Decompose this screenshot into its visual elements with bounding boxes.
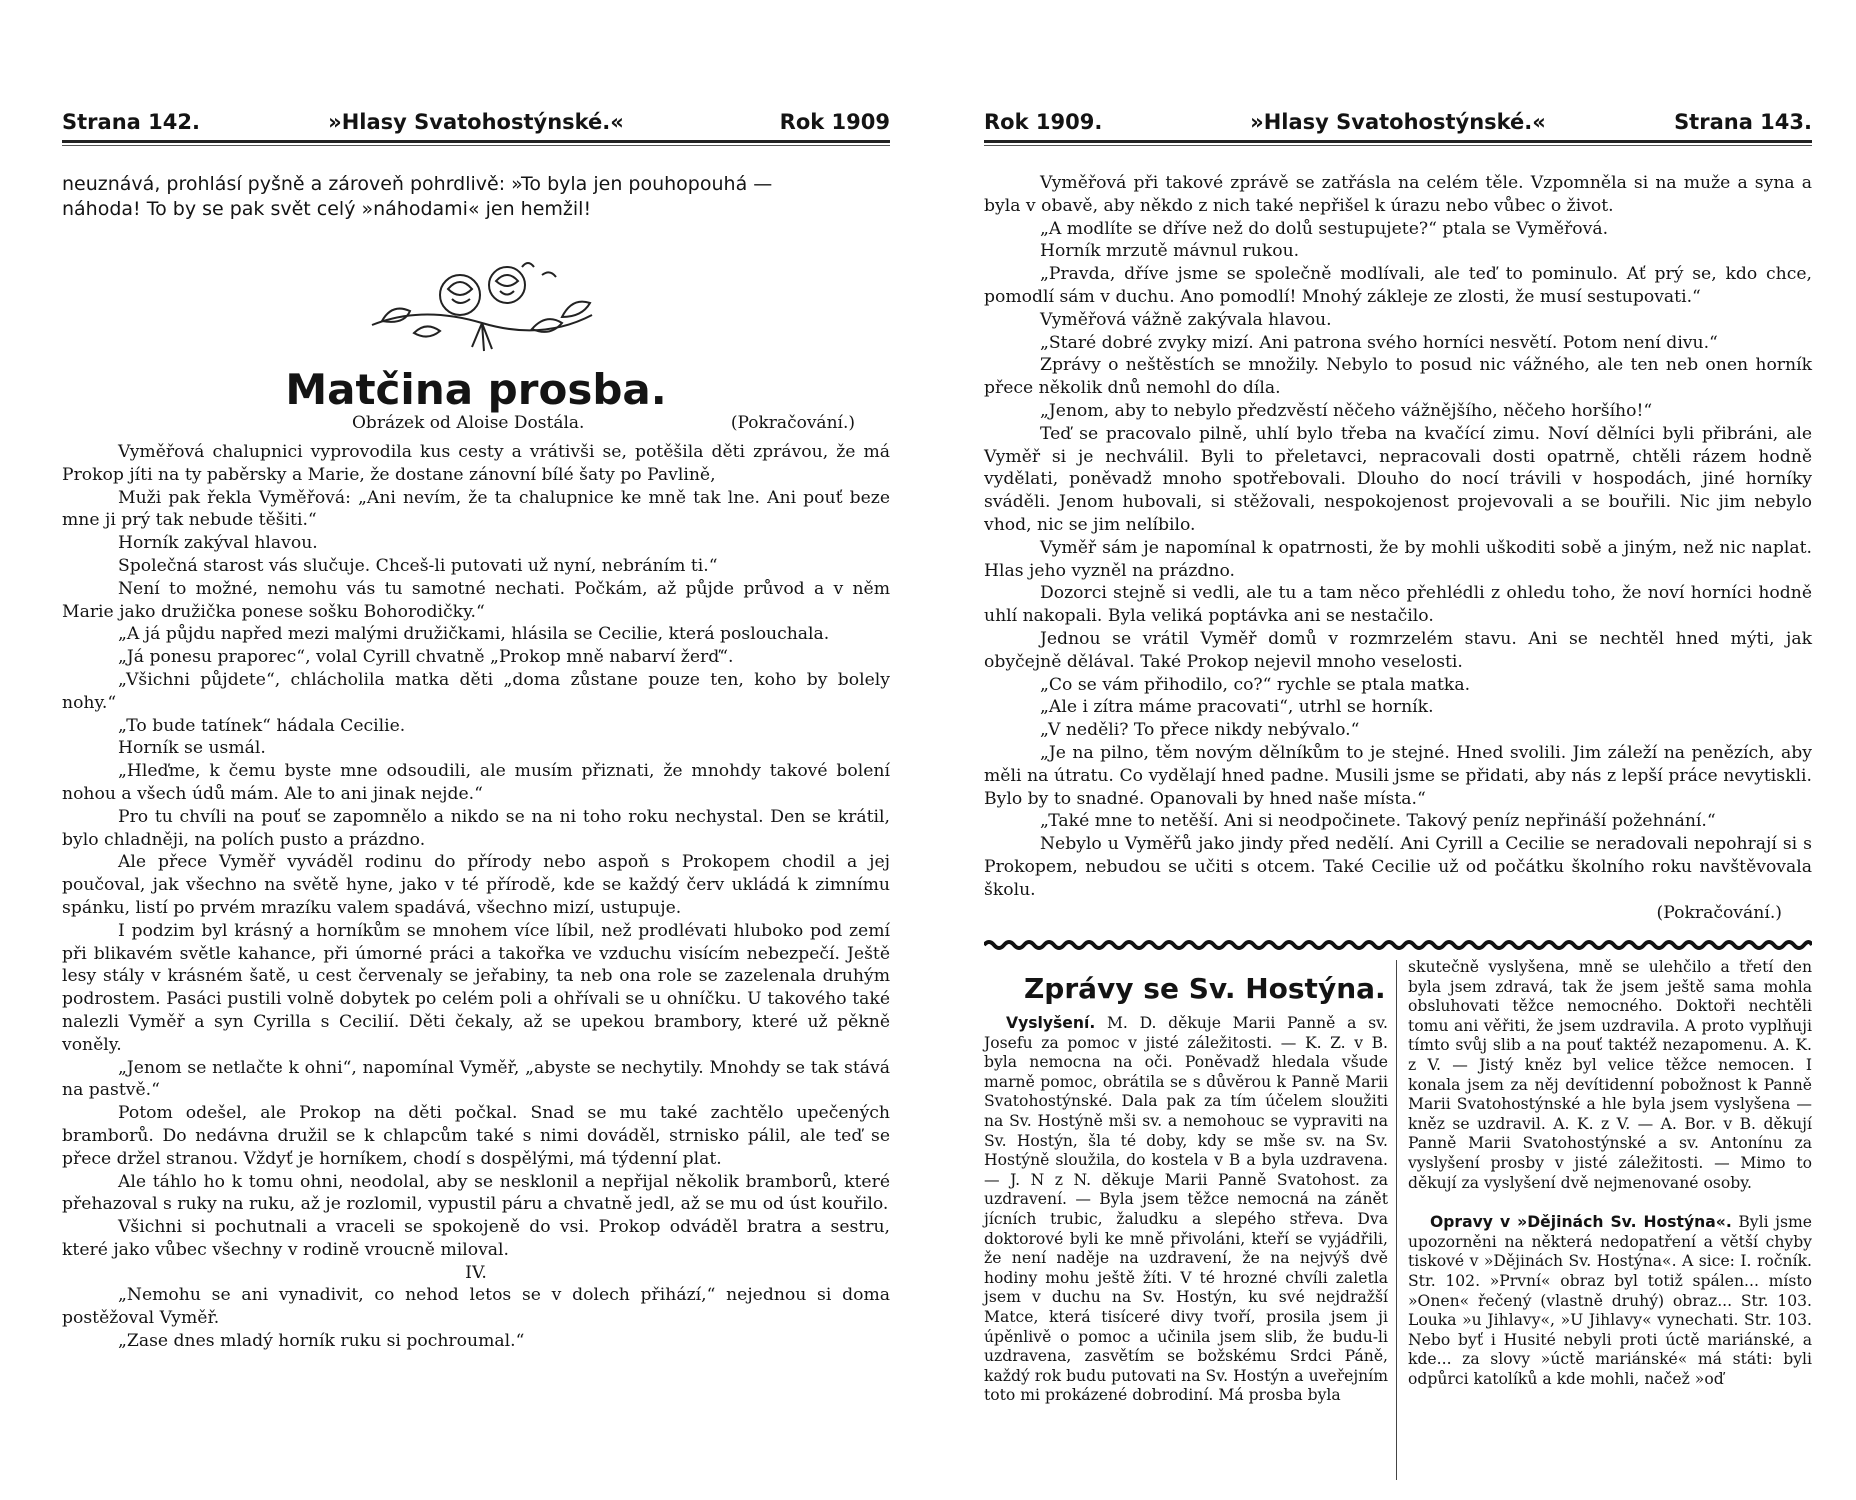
paragraph: „Je na pilno, těm novým dělníkům to je stejné. Hned svolili. Jim záleží na penězích, aby měli na útratu. Co vydělají hned padne. Musili jsme se přidati, aby nás z lepší práce nevytiskli. Bylo by to snadné. Opanovali by hned naše místa.“ — [984, 742, 1812, 809]
paragraph: „Já ponesu praporec“, volal Cyrill chvatně „Prokop mně nabarví žerď“. — [118, 647, 734, 668]
journal-title: »Hlasy Svatohostýnské.« — [328, 110, 624, 134]
paragraph: „Jenom, aby to nebylo předzvěstí něčeho vážnějšího, něčeho horšího!“ — [1040, 400, 1653, 421]
header-rule — [62, 140, 890, 143]
paragraph: Nebylo u Vyměřů jako jindy před nedělí. Ani Cyrill a Cecilie se neradovali nepohrají si s Prokopem, nebudou se učiti s otcem. Také Cecilie už od počátku školního roku navštěvovala školu. — [984, 834, 1812, 900]
journal-title: »Hlasy Svatohostýnské.« — [1250, 110, 1546, 134]
paragraph: Společná starost vás slučuje. Chceš-li putovati už nyní, nebráním ti.“ — [118, 555, 718, 576]
paragraph: Ale táhlo ho k tomu ohni, neodolal, aby se nesklonil a nepřijal několik bramborů, které přehazoval s ruky na ruku, až je rozlomil, vypustil páru a chvatně jedl, až se mu od úst kouřilo. — [62, 1171, 890, 1215]
news-lead: Vyslyšení. — [1006, 1014, 1096, 1032]
paragraph: Vyměřová chalupnici vyprovodila kus cesty a vrátivši se, potěšila děti zprávou, že má Prokop jíti na ty paběrsky a Marie, že dostane zánovní bílé šaty po Pavlině, — [62, 442, 890, 485]
paragraph: Vyměřová při takové zprávě se zatřásla na celém těle. Vzpomněla si na muže a syna a byla v obavě, aby někdo z nich také nepřišel k úrazu nebo vůbec o život. — [984, 173, 1812, 216]
paragraph: I podzim byl krásný a horníkům se mnohem více líbil, než prodlévati hluboko pod zemí při blikavém světle kahance, při úmorné práci a takořka ve vzduchu visícím nebezpečí. Ještě lesy stály v krásném šatě, u cest červenaly se jeřabiny, ta neb ona role se zazelenala druhým podrostem. Pasáci pustili volně dobytek po celém poli a ohřívali se u ohníčku. U takového také nalezli Vyměř a syn Cyrilla s Cecilií. Děti čekaly, až se upekou brambory, které už pěkně voněly. — [62, 920, 890, 1055]
paragraph: Vyměřová vážně zakývala hlavou. — [1040, 309, 1332, 330]
paragraph: „Hleďme, k čemu byste mne odsoudili, ale musím přiznati, že mnohdy takové bolení nohou a všech údů mám. Ale to ani jinak nejde.“ — [62, 761, 890, 804]
left-header — [62, 110, 890, 138]
header-rule-thin — [984, 145, 1812, 146]
news-item — [1408, 1213, 1812, 1389]
paragraph: Dozorci stejně si vedli, ale tu a tam něco přehlédli z ohledu toho, že noví horníci hodně uhlí nakopali. Byla veliká poptávka ani se nestačilo. — [984, 583, 1812, 627]
paragraph: Ale přece Vyměř vyváděl rodinu do přírody nebo aspoň s Prokopem chodil a jej poučoval, jak všechno na světě hyne, jako v té přírodě, kde se každý červ ukládá k zimnímu spánku, listí po prvém mrazíku valem spadává, všechno mizí, ustupuje. — [62, 852, 890, 918]
paragraph: Zprávy o neštěstích se množily. Nebylo to posud nic vážného, ale ten neb onen horník přece několik dnů nemohl do díla. — [984, 355, 1812, 399]
left-page — [62, 0, 890, 1500]
right-page — [984, 0, 1812, 1500]
news-text: M. D. děkuje Marii Panně a sv. Josefu za pomoc v jisté záležitosti. — K. Z. v B. byla nemocna na oči. Poněvadž hledala všude marně pomoc, obrátila se s důvěrou k Panně Marii Svatohostýnské. Dala pak za tím účelem sloužiti na Sv. Hostýně mši sv. a nemohouc se vypraviti na Sv. Hostýn, šla té doby, kdy se mše sv. na Sv. Hostýně sloužila, do kostela v B a byla uzdravena. — J. N z N. děkuje Marii Panně Svatohost. za uzdravení. — Byla jsem těžce nemocná na zánět jícních trubic, žaludku a slepého střeva. Dva doktorové byli ke mně přivoláni, kteří se vyjádřili, že není naděje na uzdravení, že na nejvýš dvě hodiny mohu ještě žíti. V té hrozné chvíli zaletla jsem v duchu na Sv. Hostýn, ku své nejdražší Matce, která tisíceré divy tvoří, prosila jsem ji úpěnlivě o pomoc a učinila jsem slib, že budu-li uzdravena, zasvětím se božskému Srdci Páně, každý rok budu putovati na Sv. Hostýn a uveřejním toto mi prokázené dobrodiní. Má prosba byla — [984, 1014, 1388, 1405]
news-column-1 — [984, 1014, 1388, 1406]
paragraph: Muži pak řekla Vyměřová: „Ani nevím, že ta chalupnice ke mně tak lne. Ani pouť beze mne ji prý tak nebude těšiti.“ — [62, 487, 890, 531]
story-text-continued — [984, 172, 1812, 924]
paragraph: „Jenom se netlačte k ohni“, napomínal Vyměř, „abyste se nechytily. Mnohdy se tak stává na pastvě.“ — [62, 1057, 890, 1101]
rose-ornament-icon — [362, 255, 602, 355]
continued-note: (Pokračování.) — [730, 413, 855, 433]
paragraph: Všichni si pochutnali a vraceli se spokojeně do vsi. Prokop odváděl bratra a sestru, které jako vůbec všechny v rodině vroucně miloval. — [62, 1217, 890, 1260]
news-text: Byli jsme upozorněni na některá nedopatření a větší chyby tiskové v »Dějinách Sv. Hostýna«. A sice: I. ročník. Str. 102. »První« obraz byl totiž spálen... místo »Onen« řečený (vlastně druhý) obraz... Str. 103. Louka »u Jihlavy«, »U Jihlavy« vynechati. Str. 103. Nebo byť i Husité nebyli proti úctě mariánské, a kde... za slovy »úctě mariánské« má státi: byli odpůrci katolíků a kde mohli, načež »oď — [1408, 1213, 1812, 1388]
paragraph: „Všichni půjdete“, chlácholila matka děti „doma zůstane pouze ten, koho by bolely nohy.“ — [62, 669, 890, 713]
news-column-2 — [1408, 958, 1812, 1389]
paragraph: „A modlíte se dříve než do dolů sestupujete?“ ptala se Vyměřová. — [1040, 218, 1609, 239]
page-number: Strana 143. — [1674, 110, 1812, 134]
page-number: Strana 142. — [62, 110, 200, 134]
paragraph: Horník zakýval hlavou. — [118, 533, 318, 554]
paragraph: „A já půjdu napřed mezi malými družičkami, hlásila se Cecilie, která poslouchala. — [118, 624, 830, 645]
paragraph: „V neděli? To přece nikdy nebývalo.“ — [1040, 720, 1360, 741]
article-subtitle-row — [62, 413, 890, 437]
paragraph: „Také mne to netěší. Ani si neodpočinete. Takový peníz nepřináší požehnání.“ — [1040, 811, 1716, 832]
paragraph: „Nemohu se ani vynadivit, co nehod letos se v dolech přihází,“ nejednou si doma postěžoval Vyměř. — [62, 1285, 890, 1329]
column-divider — [1396, 960, 1397, 1480]
news-text: skutečně vyslyšena, mně se ulehčilo a třetí den byla jsem zdravá, tak že jsem ještě sama mohla obsluhovati těžce nemocného. Doktoři nechtěli tomu ani věřiti, že jsem uzdravila. A proto vyplňuji tímto svůj slib a na pouť taktéž nezapomenu. A. K. z V. — Jistý kněz byl velice těžce nemocen. I konala jsem za něj devítidenní pobožnost k Panně Marii Svatohostýnské a hle byla jsem vyslyšena — kněz se uzdravil. A. K. z V. — A. Bor. v B. děkují Panně Marii Svatohostýnské a sv. Antonínu za vyslyšení prosby v jisté záležitosti. — Mimo to děkují za vyslyšení dvě nejmenované osoby. — [1408, 958, 1812, 1192]
paragraph: „Staré dobré zvyky mizí. Ani patrona svého horníci nesvětí. Potom není divu.“ — [1040, 332, 1718, 353]
header-rule-thin — [62, 145, 890, 146]
paragraph: „Ale i zítra máme pracovati“, utrhl se horník. — [1040, 697, 1434, 718]
paragraph: Pro tu chvíli na pouť se zapomnělo a nikdo se na ni toho roku nechystal. Den se krátil, bylo chladněji, na polích pusto a prázdno. — [62, 806, 890, 850]
intro-line: náhoda! To by se pak svět celý »náhodami« jen hemžil! — [62, 198, 592, 220]
chapter-number: IV. — [465, 1262, 487, 1283]
paragraph: „Pravda, dříve jsme se společně modlívali, ale teď to pominulo. Ať prý se, kdo chce, pomodlí sám v duchu. Ano pomodlí! Mnohý zákleje ze zlosti, že musí sestupovati.“ — [984, 264, 1812, 307]
intro-text — [62, 172, 890, 222]
section-title: Zprávy se Sv. Hostýna. — [1024, 972, 1386, 1005]
wavy-divider — [984, 938, 1812, 952]
paragraph: Horník se usmál. — [118, 738, 266, 759]
year: Rok 1909. — [984, 110, 1103, 134]
paragraph: Teď se pracovalo pilně, uhlí bylo třeba na kvačící zimu. Noví dělníci byli přibráni, ale Vyměř si je nechválil. Byli to přeletavci, nepracovali dosti opatrně, chtěli rázem hodně vydělati, poněvadž mnoho spotřebovali. Dlouho do nocí trávili v hospodách, jiné horníky sváděli. Jenom hubovali, si stěžovali, nespokojenost projevovali a se bouřili. Nic jim nebylo vhod, nic se jim nelíbilo. — [984, 423, 1812, 535]
article-subtitle: Obrázek od Aloise Dostála. — [352, 413, 585, 433]
paragraph: „Co se vám přihodilo, co?“ rychle se ptala matka. — [1040, 674, 1471, 695]
paragraph: „Zase dnes mladý horník ruku si pochroumal.“ — [118, 1331, 525, 1352]
paragraph: Potom odešel, ale Prokop na děti počkal. Snad se mu také zachtělo upečených bramborů. Do nedávna družil se k chlapcům také s nimi dováděl, strnisko pálil, ale teď se přece držel stranou. Vždyť je horníkem, chodí s dospělými, má týdenní plat. — [62, 1103, 890, 1169]
paragraph: Horník mrzutě mávnul rukou. — [1040, 241, 1300, 262]
article-title: Matčina prosba. — [285, 365, 667, 414]
news-lead: Opravy v »Dějinách Sv. Hostýna«. — [1430, 1213, 1732, 1232]
intro-line: neuznává, prohlásí pyšně a zároveň pohrdlivě: »To byla jen pouhopouhá — — [62, 173, 773, 195]
story-text — [62, 441, 890, 1353]
header-rule — [984, 140, 1812, 143]
paragraph: Vyměř sám je napomínal k opatrnosti, že by mohli uškoditi sobě a jiným, než nic naplat. Hlas jeho vyzněl na prázdno. — [984, 537, 1812, 581]
paragraph: „To bude tatínek“ hádala Cecilie. — [118, 715, 406, 736]
paragraph: Jednou se vrátil Vyměř domů v rozmrzelém stavu. Ani se nechtěl hned mýti, jak obyčejně dělával. Také Prokop nejevil mnoho veselosti. — [984, 628, 1812, 672]
year: Rok 1909 — [779, 110, 890, 134]
right-header — [984, 110, 1812, 138]
paragraph: Není to možné, nemohu vás tu samotné nechati. Počkám, až půjde průvod a v něm Marie jako družička ponese sošku Bohorodičky.“ — [62, 578, 890, 622]
news-item — [984, 1014, 1388, 1406]
continued-note: (Pokračování.) — [1656, 902, 1782, 923]
